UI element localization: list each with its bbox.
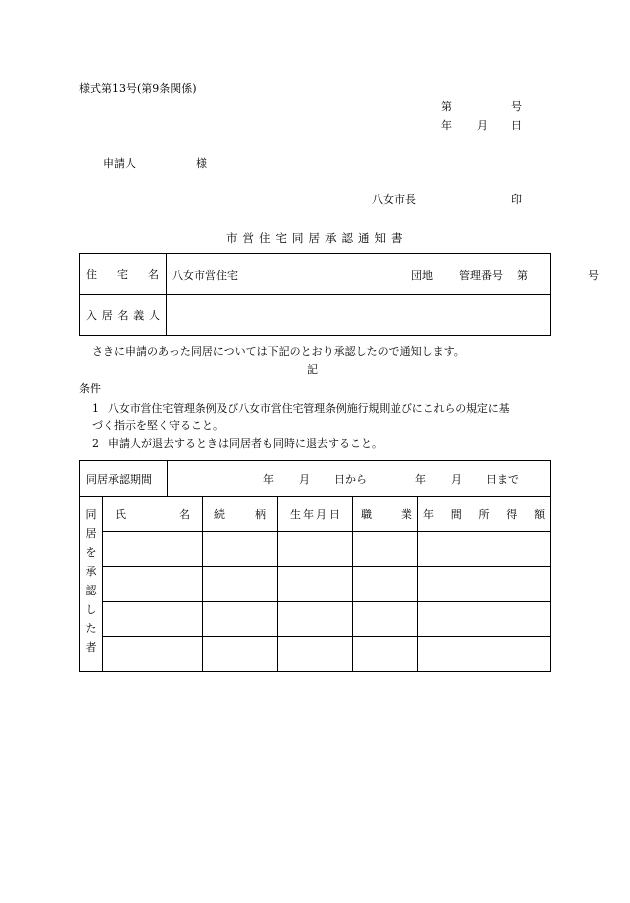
doc-number-go: 号	[511, 100, 522, 113]
side-label-char: 者	[85, 641, 97, 654]
side-label-char: 承	[85, 565, 97, 578]
cohabitant-income-cell[interactable]	[418, 532, 551, 567]
period-from: 日から	[334, 473, 367, 486]
housing-table	[79, 253, 599, 336]
house-name-label	[80, 266, 166, 282]
condition-2-number: 2	[92, 437, 99, 450]
cohabitant-table	[79, 460, 551, 672]
cohabitant-name-cell[interactable]	[103, 567, 203, 602]
danchi-label: 団地	[411, 269, 433, 282]
side-label-char: し	[85, 603, 97, 616]
column-header-char: 名	[179, 508, 190, 521]
period-year-2: 年	[415, 473, 426, 486]
cohabitant-side-label-cell	[80, 497, 103, 672]
period-year-1: 年	[263, 473, 274, 486]
cohabitant-birthdate-cell[interactable]	[278, 532, 353, 567]
cohabitant-name-cell[interactable]	[103, 532, 203, 567]
table-row	[80, 567, 551, 602]
occupant-label	[80, 307, 166, 323]
cohabitant-name-cell[interactable]	[103, 637, 203, 672]
cohabitant-name-cell[interactable]	[103, 602, 203, 637]
management-number-dai: 第	[517, 269, 528, 282]
column-header-char: 所	[478, 508, 490, 521]
applicant-honorific: 様	[196, 157, 207, 170]
column-header-char: 氏	[115, 508, 126, 521]
header-relation	[203, 497, 278, 532]
occupant-label-char: 入	[86, 309, 97, 322]
condition-1-text: 八女市営住宅管理条例及び八女市営住宅管理条例施行規則並びにこれらの規定に基	[108, 402, 510, 415]
column-header-char: 日	[329, 508, 340, 521]
cohabitant-side-label	[80, 505, 102, 657]
doc-number-dai: 第	[441, 100, 452, 113]
notice-text: さきに申請のあった同居については下記のとおり承認したので通知します。	[92, 345, 465, 358]
form-number: 様式第13号(第9条関係)	[79, 82, 197, 95]
side-label-char: 認	[85, 584, 97, 597]
period-label-cell	[80, 461, 168, 497]
header-birthdate	[278, 497, 353, 532]
occupant-label-char: 居	[101, 309, 113, 322]
cohabitant-income-cell[interactable]	[418, 567, 551, 602]
condition-1-number: 1	[92, 402, 99, 415]
management-number-label: 管理番号	[459, 269, 503, 282]
column-header-char: 柄	[255, 508, 266, 521]
cohabitant-occupation-cell[interactable]	[353, 602, 418, 637]
occupant-label-cell	[80, 295, 167, 336]
side-label-char: 居	[85, 527, 97, 540]
header-occupation	[353, 497, 418, 532]
column-header-char: 生	[290, 508, 301, 521]
side-label-char: 同	[85, 508, 97, 521]
column-header-char: 額	[534, 508, 546, 521]
cohabitant-occupation-cell[interactable]	[353, 532, 418, 567]
table-row	[80, 532, 551, 567]
column-header-char: 年	[423, 508, 434, 521]
date-month: 月	[477, 119, 488, 132]
cohabitant-birthdate-cell[interactable]	[278, 567, 353, 602]
house-name-label-cell	[80, 254, 167, 295]
cohabitant-occupation-cell[interactable]	[353, 567, 418, 602]
cohabitant-relation-cell[interactable]	[203, 567, 278, 602]
column-header-char: 得	[506, 508, 518, 521]
management-number-go: 号	[588, 269, 599, 282]
table-row	[80, 602, 551, 637]
table-row	[80, 637, 551, 672]
house-name-label-char: 名	[148, 268, 159, 281]
date-year: 年	[441, 119, 452, 132]
cohabitant-relation-cell[interactable]	[203, 602, 278, 637]
house-name-label-char: 宅	[117, 268, 128, 281]
house-name-value-cell	[167, 254, 599, 295]
seal-mark: 印	[511, 193, 522, 206]
side-label-char: を	[85, 546, 97, 559]
cohabitant-birthdate-cell[interactable]	[278, 602, 353, 637]
period-until: 日まで	[486, 473, 519, 486]
occupant-value-cell	[167, 295, 551, 336]
occupant-label-char: 名	[117, 309, 129, 322]
condition-2-text: 申請人が退去するときは同居者も同時に退去すること。	[108, 437, 383, 450]
period-value-cell	[168, 461, 551, 497]
applicant-label: 申請人	[103, 157, 136, 170]
cohabitant-income-cell[interactable]	[418, 602, 551, 637]
period-month-1: 月	[299, 473, 310, 486]
cohabitant-relation-cell[interactable]	[203, 532, 278, 567]
document-title: 市営住宅同居承認通知書	[226, 231, 408, 245]
ki-mark: 記	[307, 363, 318, 376]
column-header-char: 業	[401, 508, 412, 521]
period-month-2: 月	[451, 473, 462, 486]
period-label: 同居承認期間	[86, 472, 152, 486]
cohabitant-relation-cell[interactable]	[203, 637, 278, 672]
occupant-label-char: 人	[149, 309, 160, 322]
conditions-label: 条件	[79, 382, 101, 395]
house-name-label-char: 住	[86, 268, 97, 281]
cohabitant-birthdate-cell[interactable]	[278, 637, 353, 672]
date-day: 日	[511, 119, 522, 132]
column-header-char: 間	[450, 508, 462, 521]
cohabitant-income-cell[interactable]	[418, 637, 551, 672]
column-header-char: 続	[214, 508, 225, 521]
column-header-char: 年	[303, 508, 314, 521]
mayor-name: 八女市長	[372, 193, 416, 206]
side-label-char: た	[85, 622, 97, 635]
header-name	[103, 497, 203, 532]
house-name-value: 八女市営住宅	[172, 269, 238, 282]
cohabitant-occupation-cell[interactable]	[353, 637, 418, 672]
condition-1-text-cont: づく指示を堅く守ること。	[92, 419, 224, 432]
occupant-label-char: 義	[133, 309, 145, 322]
header-annual-income	[418, 497, 551, 532]
column-header-char: 職	[361, 508, 372, 521]
column-header-char: 月	[316, 508, 327, 521]
